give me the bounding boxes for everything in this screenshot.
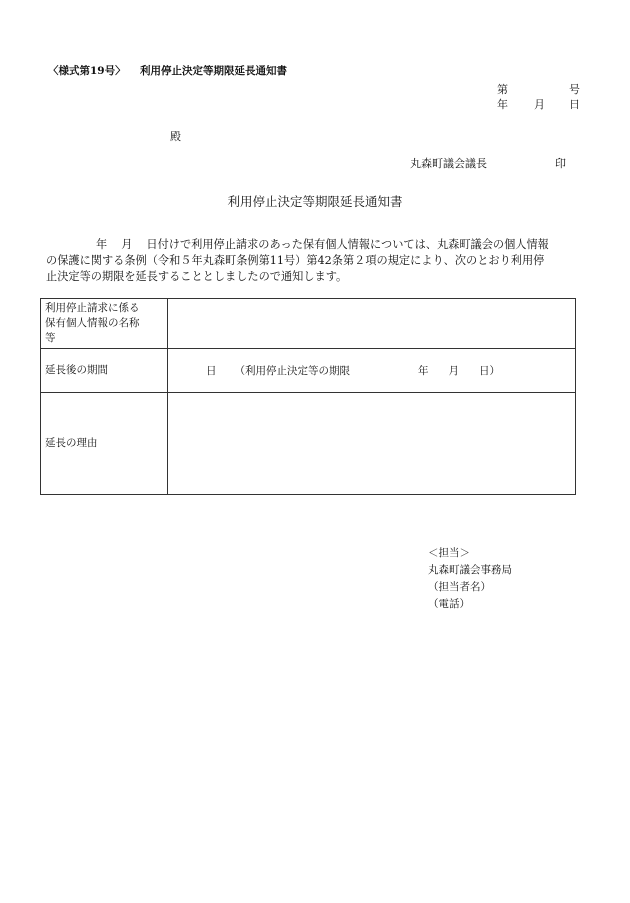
body-year-label: 年 bbox=[96, 238, 108, 251]
period-day-label: 日 bbox=[206, 365, 217, 377]
name-label bbox=[41, 299, 168, 349]
table-row-name bbox=[41, 299, 576, 349]
contact-block bbox=[428, 545, 512, 613]
body-line-2: の保護に関する条例（令和５年丸森町条例第11号）第42条第２項の規定により、次のとおり利用停 bbox=[46, 254, 545, 267]
body-line-1-text: 日付けで利用停止請求のあった保有個人情報については、丸森町議会の個人情報 bbox=[146, 238, 549, 251]
document-number-prefix: 第 bbox=[497, 83, 508, 96]
table-row-period bbox=[41, 349, 576, 393]
period-day-close: 日） bbox=[479, 365, 500, 377]
name-label-line-2: 保有個人情報の名称 bbox=[45, 317, 140, 329]
info-table bbox=[40, 298, 576, 495]
body-line-3: 止決定等の期限を延長することとしましたので通知します。 bbox=[46, 270, 348, 283]
period-year-label: 年 bbox=[418, 365, 429, 377]
period-month-label: 月 bbox=[448, 365, 459, 377]
name-label-line-3: 等 bbox=[45, 332, 56, 344]
contact-office: 丸森町議会事務局 bbox=[428, 564, 512, 576]
period-deadline-text: （利用停止決定等の期限 bbox=[234, 365, 350, 377]
reason-label: 延長の理由 bbox=[41, 393, 168, 495]
date-year-label: 年 bbox=[497, 98, 508, 111]
body-paragraph bbox=[46, 237, 582, 285]
date-day-label: 日 bbox=[569, 98, 580, 111]
name-label-line-1: 利用停止請求に係る bbox=[45, 302, 140, 314]
date-month-label: 月 bbox=[534, 98, 545, 111]
contact-heading: ＜担当＞ bbox=[428, 547, 470, 559]
document-number-suffix: 号 bbox=[569, 83, 580, 96]
issuer-name: 丸森町議会議長 bbox=[410, 157, 487, 170]
contact-person: （担当者名） bbox=[428, 581, 491, 593]
period-value-cell bbox=[168, 349, 576, 393]
name-value-cell bbox=[168, 299, 576, 349]
period-label: 延長後の期間 bbox=[41, 349, 168, 393]
contact-phone: （電話） bbox=[428, 598, 470, 610]
seal-mark: 印 bbox=[555, 157, 566, 170]
document-title: 利用停止決定等期限延長通知書 bbox=[227, 194, 403, 209]
body-line-1 bbox=[46, 237, 582, 253]
table-row-reason bbox=[41, 393, 576, 495]
body-month-label: 月 bbox=[121, 238, 133, 251]
form-title: 利用停止決定等期限延長通知書 bbox=[140, 65, 287, 77]
reason-value-cell bbox=[168, 393, 576, 495]
form-number: 〈様式第19号〉 bbox=[48, 65, 126, 77]
addressee-honorific: 殿 bbox=[170, 130, 181, 143]
